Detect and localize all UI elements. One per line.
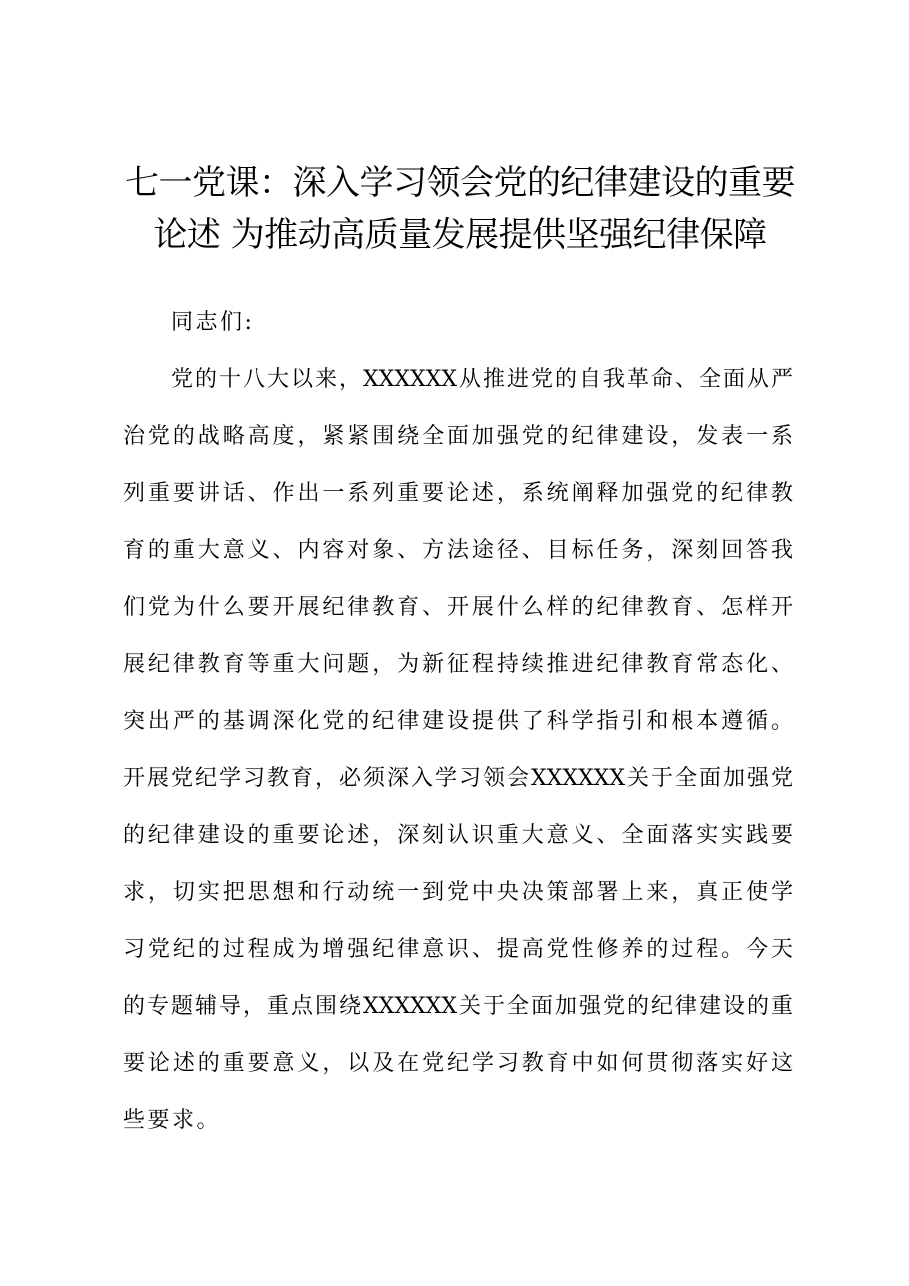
paragraph-line: 习党纪的过程成为增强纪律意识、提高党性修养的过程。今天 — [123, 937, 793, 962]
paragraph-line: 列重要讲话、作出一系列重要论述，系统阐释加强党的纪律教 — [123, 481, 793, 506]
paragraph-line: 的纪律建设的重要论述，深刻认识重大意义、全面落实实践要 — [123, 823, 793, 848]
paragraph-line: 们党为什么要开展纪律教育、开展什么样的纪律教育、怎样开 — [123, 595, 793, 620]
document-title-line-2: 论述 为推动高质量发展提供坚强纪律保障 — [153, 215, 767, 255]
paragraph-line: 治党的战略高度，紧紧围绕全面加强党的纪律建设，发表一系 — [123, 424, 793, 449]
paragraph-line: 些要求。 — [123, 1108, 222, 1133]
paragraph-line: 开展党纪学习教育，必须深入学习领会XXXXXX关于全面加强党 — [123, 766, 793, 791]
paragraph-line: 展纪律教育等重大问题，为新征程持续推进纪律教育常态化、 — [123, 652, 793, 677]
paragraph-line: 党的十八大以来，XXXXXX从推进党的自我革命、全面从严 — [171, 367, 793, 392]
document-title-line-1: 七一党课：深入学习领会党的纪律建设的重要 — [125, 163, 795, 203]
paragraph-line: 育的重大意义、内容对象、方法途径、目标任务，深刻回答我 — [123, 538, 793, 563]
paragraph-line: 要论述的重要意义，以及在党纪学习教育中如何贯彻落实好这 — [123, 1051, 793, 1076]
paragraph-line: 突出严的基调深化党的纪律建设提供了科学指引和根本遵循。 — [123, 709, 793, 734]
paragraph-line: 的专题辅导，重点围绕XXXXXX关于全面加强党的纪律建设的重 — [123, 994, 793, 1019]
salutation: 同志们: — [171, 310, 255, 335]
paragraph-line: 求，切实把思想和行动统一到党中央决策部署上来，真正使学 — [123, 880, 793, 905]
